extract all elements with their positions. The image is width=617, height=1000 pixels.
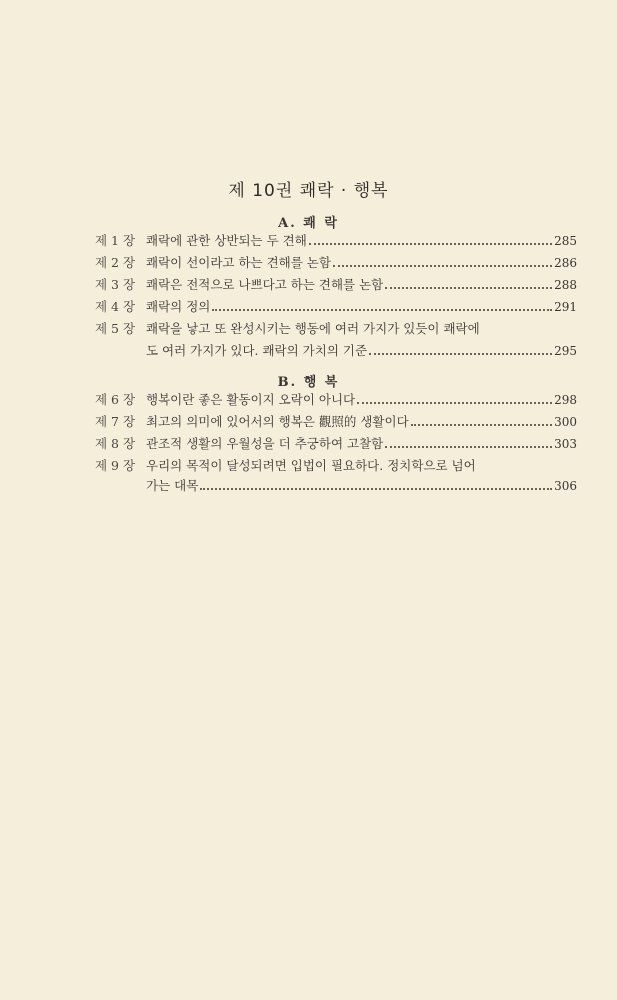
chapter-title-continued: 도 여러 가지가 있다. 쾌락의 가치의 기준 (146, 343, 368, 358)
toc-entry-continued (95, 476, 577, 496)
chapter-number: 제 7 장 (95, 414, 136, 429)
page-number: 286 (554, 256, 577, 270)
toc-entry-continued (95, 341, 577, 361)
chapter-number: 제 8 장 (95, 436, 136, 451)
toc-entry (95, 319, 577, 339)
toc-entry (95, 253, 577, 273)
page-number: 285 (554, 234, 577, 248)
chapter-number: 제 4 장 (95, 299, 136, 314)
page-number: 288 (554, 278, 577, 292)
page-number: 300 (554, 415, 577, 429)
page-number: 291 (554, 300, 577, 314)
leader-dots (212, 309, 552, 311)
page-number: 303 (554, 437, 577, 451)
chapter-title-continued: 가는 대목 (146, 478, 199, 493)
chapter-number: 제 3 장 (95, 277, 136, 292)
toc-entry (95, 456, 577, 476)
leader-dots (200, 488, 552, 490)
chapter-number: 제 6 장 (95, 392, 136, 407)
toc-entry (95, 390, 577, 410)
leader-dots (385, 446, 552, 448)
page-number: 298 (554, 393, 577, 407)
chapter-number: 제 9 장 (95, 458, 136, 473)
chapter-title: 쾌락의 정의 (146, 299, 211, 314)
chapter-number: 제 2 장 (95, 255, 136, 270)
leader-dots (385, 287, 552, 289)
toc-entry (95, 275, 577, 295)
leader-dots (411, 424, 552, 426)
chapter-title: 우리의 목적이 달성되려면 입법이 필요하다. 정치학으로 넘어 (146, 458, 476, 473)
chapter-title: 쾌락을 낳고 또 완성시키는 행동에 여러 가지가 있듯이 쾌락에 (146, 321, 480, 336)
chapter-title: 쾌락에 관한 상반되는 두 견해 (146, 233, 307, 248)
leader-dots (369, 353, 552, 355)
chapter-number: 제 1 장 (95, 233, 136, 248)
toc-entry (95, 231, 577, 251)
toc-entry (95, 297, 577, 317)
page-number: 306 (554, 479, 577, 493)
leader-dots (333, 265, 552, 267)
chapter-title: 최고의 의미에 있어서의 행복은 觀照的 생활이다 (146, 414, 409, 429)
chapter-title: 행복이란 좋은 활동이지 오락이 아니다 (146, 392, 356, 407)
page-number: 295 (554, 344, 577, 358)
chapter-title: 쾌락은 전적으로 나쁘다고 하는 견해를 논함 (146, 277, 384, 292)
section-heading-a: A. 쾌 락 (278, 216, 339, 231)
chapter-number: 제 5 장 (95, 321, 136, 336)
toc-entry (95, 412, 577, 432)
section-heading-b: B. 행 복 (277, 375, 340, 390)
toc-entry (95, 434, 577, 454)
book-title: 제 10권 쾌락 · 행복 (228, 181, 389, 201)
chapter-title: 쾌락이 선이라고 하는 견해를 논함 (146, 255, 331, 270)
leader-dots (357, 402, 552, 404)
leader-dots (309, 243, 552, 245)
chapter-title: 관조적 생활의 우월성을 더 추궁하여 고찰함 (146, 436, 384, 451)
